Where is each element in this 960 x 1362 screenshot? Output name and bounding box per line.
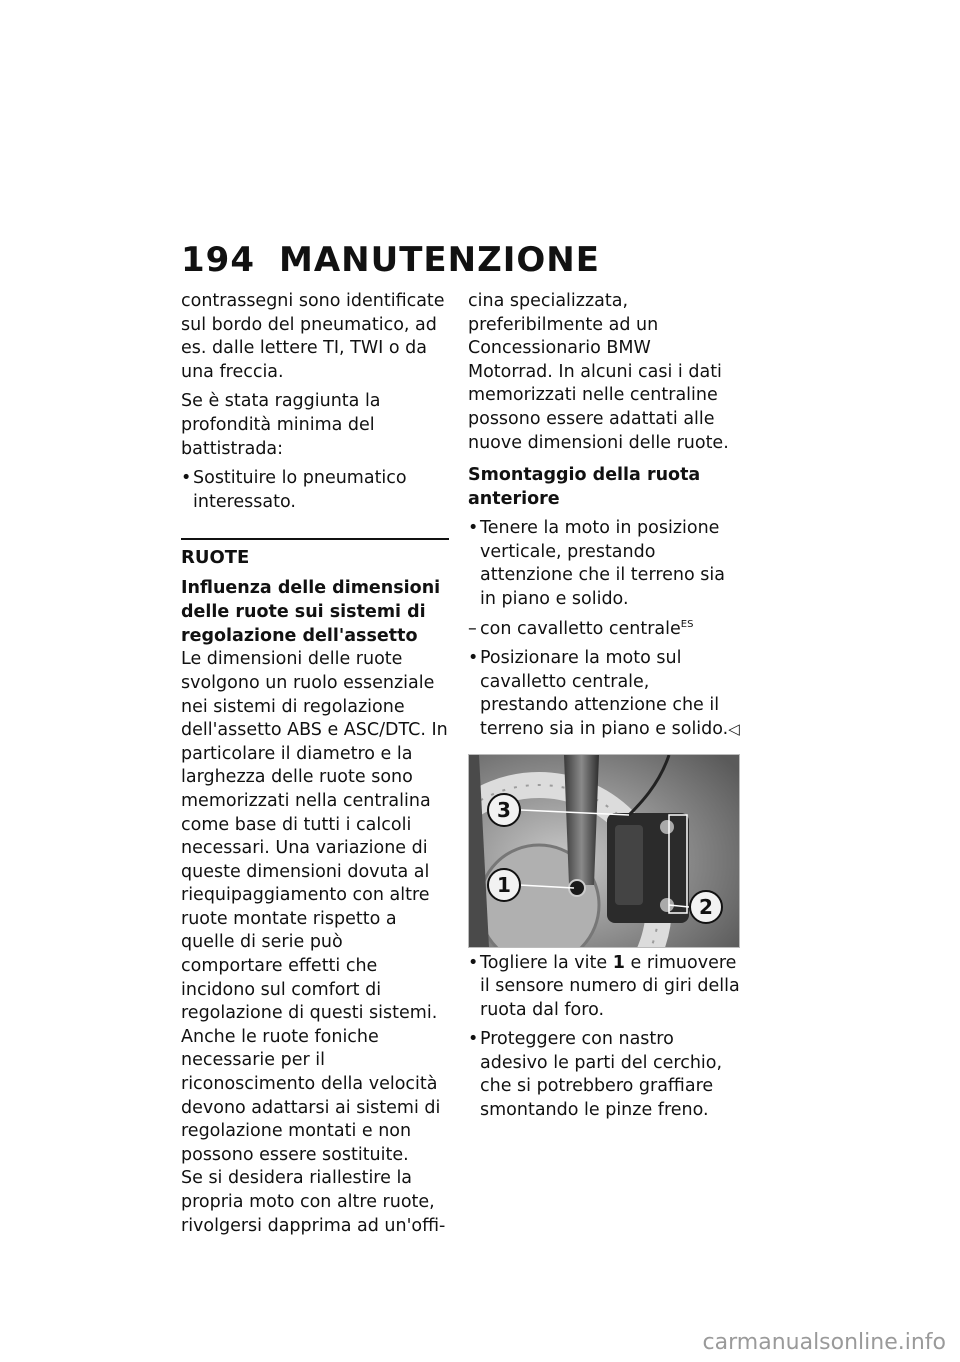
paragraph: Se si desidera riallestire la propria moto con altre ruote, rivolgersi dapprima ad un'offi- (181, 1168, 446, 1236)
caliper-bolt-upper (660, 820, 674, 834)
bullet-item (468, 952, 740, 1023)
paragraph: contrassegni sono identificate sul bordo del pneumatico, ad es. dalle lettere TI, TWI o da una freccia. (181, 291, 445, 382)
bullet-item: • Proteggere con nastro adesivo le parti del cerchio, che si potrebbero graffiare smontando le pinze freno. (468, 1028, 740, 1122)
callout-label: 3 (497, 797, 511, 822)
bullet-item (468, 647, 740, 741)
dash-text: con cavalletto centrale (480, 618, 681, 639)
end-mark-icon: ◁ (728, 719, 740, 738)
chapter-title: MANUTENZIONE (279, 240, 600, 280)
page-number: 194 (181, 240, 255, 280)
dash-item (468, 618, 740, 642)
subheading: Influenza delle dimensioni delle ruote sui sistemi di regolazione dell'assetto (181, 578, 441, 647)
caliper-piston (615, 825, 643, 905)
paragraph: Se è stata raggiunta la profondità minima del battistrada: (181, 391, 381, 459)
bullet-text: Togliere la vite (480, 952, 613, 973)
bullet-text: Posizionare la moto sul cavalletto centrale, prestando attenzione che il terreno sia in piano e solido. (480, 648, 729, 739)
watermark: carmanualsonline.info (702, 1330, 946, 1355)
bold-reference: 1 (612, 952, 625, 973)
paragraph: Anche le ruote foniche necessarie per il riconoscimento della velocità devono adattarsi ai sistemi di regolazione montati e non possono essere sostituite. (181, 1026, 441, 1165)
paragraph: Le dimensioni delle ruote svolgono un ruolo essenziale nei sistemi di regolazione dell'assetto ABS e ASC/DTC. In particolare il diametro e la larghezza delle ruote sono memorizzati nella centralina come base di tutti i calcoli necessari. Una variazione di queste dimensioni dovuta al riequipaggiamento con altre ruote montate rispetto a quelle di serie può comportare effetti che incidono sul comfort di regolazione di questi sistemi. (181, 649, 448, 1024)
callout-label: 2 (699, 894, 713, 919)
right-column (468, 290, 740, 1123)
left-column (181, 290, 449, 1238)
fork-leg (564, 755, 599, 885)
bullet-item: • Sostituire lo pneumatico interessato. (181, 467, 449, 514)
brake-caliper-figure (468, 754, 740, 948)
page-header (181, 240, 781, 280)
paragraph: cina specializzata, preferibilmente ad un Concessionario BMW Motorrad. In alcuni casi i dati memorizzati nelle centraline possono essere adattati alle nuove dimensioni delle ruote. (468, 291, 729, 453)
figure-illustration (469, 755, 739, 947)
section-divider (181, 538, 449, 540)
section-title: RUOTE (181, 547, 250, 569)
subheading: Smontaggio della ruota anteriore (468, 465, 701, 510)
bullet-item: • Tenere la moto in posizione verticale, prestando attenzione che il terreno sia in piano e solido. (468, 517, 740, 611)
bullet-text: e rimuovere il sensore numero di giri della ruota dal foro. (480, 952, 740, 1020)
callout-label: 1 (497, 872, 511, 897)
superscript: ES (680, 618, 694, 630)
